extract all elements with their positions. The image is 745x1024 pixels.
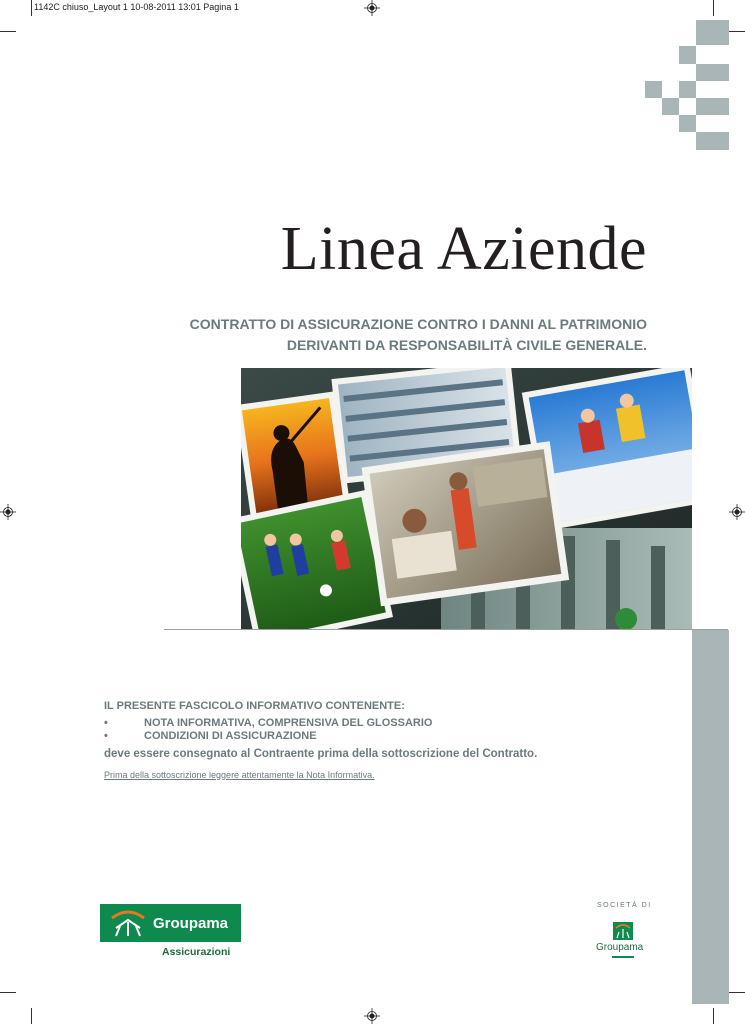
registration-mark-left-icon [0, 504, 16, 520]
crop-mark-bottom-right-h [729, 992, 745, 993]
info-block [104, 700, 537, 780]
document-title: Linea Aziende [280, 215, 647, 283]
crop-mark-top-left-h [0, 31, 16, 32]
company-of-label: SOCIETÀ DI [597, 902, 652, 909]
registration-mark-right-icon [729, 504, 745, 520]
bullet-symbol: • [104, 717, 108, 729]
document-subtitle [190, 314, 647, 356]
groupama-logo-subtitle: Assicurazioni [162, 946, 231, 958]
mini-groupama-text: Groupama [596, 942, 644, 953]
mini-logo-underline [612, 956, 634, 958]
crop-mark-top-left-v [31, 0, 32, 16]
side-accent-bar [692, 630, 729, 1004]
crop-mark-top-right-h [729, 31, 745, 32]
print-slug: 1142C chiuso_Layout 1 10-08-2011 13:01 Pagina 1 [34, 2, 239, 12]
crop-mark-bottom-left-v [31, 1008, 32, 1024]
delivery-note: deve essere consegnato al Contraente prima della sottoscrizione del Contratto. [104, 748, 538, 760]
mini-groupama-logo [613, 922, 633, 940]
subtitle-line-1: CONTRATTO DI ASSICURAZIONE CONTRO I DANNI AL PATRIMONIO [189, 316, 647, 332]
checker-square [645, 81, 662, 98]
checker-square [696, 132, 729, 150]
bullet-symbol: • [104, 730, 108, 742]
info-heading: IL PRESENTE FASCICOLO INFORMATIVO CONTENENTE: [104, 700, 405, 712]
subtitle-line-2: DERIVANTI DA RESPONSABILITÀ CIVILE GENERALE. [286, 337, 647, 353]
horizontal-rule [164, 629, 728, 630]
crop-mark-bottom-left-h [0, 992, 16, 993]
groupama-logo-text: Groupama [153, 915, 229, 932]
checker-square [662, 98, 679, 115]
groupama-emblem-icon [108, 908, 148, 938]
registration-mark-top-icon [364, 0, 380, 16]
collage-illustration [241, 368, 692, 629]
checker-square [679, 81, 696, 98]
mini-groupama-emblem-icon [613, 922, 633, 940]
bullet-text: CONDIZIONI DI ASSICURAZIONE [144, 730, 317, 742]
bullet-item [104, 717, 537, 729]
checker-square [696, 64, 729, 81]
checker-square [696, 98, 729, 115]
bullet-item [104, 730, 537, 742]
checker-square [696, 20, 729, 45]
bullet-text: NOTA INFORMATIVA, COMPRENSIVA DEL GLOSSARIO [144, 717, 433, 729]
checker-square [679, 115, 696, 132]
checker-square [679, 46, 696, 64]
crop-mark-top-right-v [713, 0, 714, 16]
registration-mark-bottom-icon [364, 1008, 380, 1024]
crop-mark-bottom-right-v [713, 1008, 714, 1024]
reading-notice: Prima della sottoscrizione leggere attentamente la Nota Informativa. [104, 770, 375, 780]
cover-photo-collage [241, 368, 692, 629]
